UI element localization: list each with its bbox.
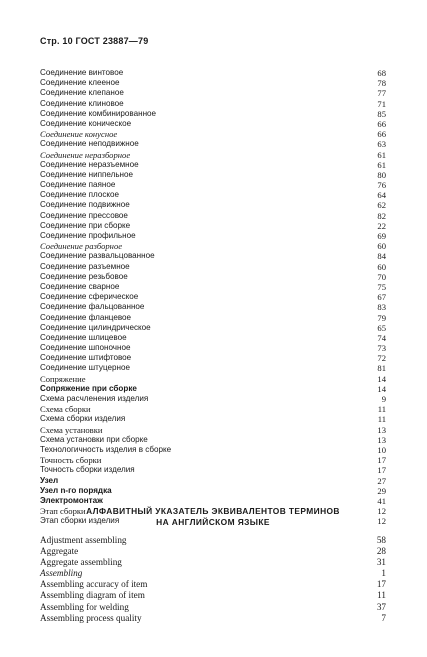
index-page-number: 80 xyxy=(377,169,386,180)
index-page-number: 69 xyxy=(377,231,386,241)
index-term: Соединение сферическое xyxy=(40,292,139,302)
index-entry xyxy=(40,455,386,465)
index-term: Соединение неразборное xyxy=(40,149,131,160)
index-term: Сопряжение xyxy=(40,373,86,384)
index-entry xyxy=(40,579,386,590)
index-term: Точность сборки изделия xyxy=(40,465,135,475)
index-page-number: 82 xyxy=(377,210,386,221)
index-page-number: 27 xyxy=(377,475,386,486)
index-page-number: 61 xyxy=(377,159,386,170)
index-page-number: 37 xyxy=(376,601,386,612)
index-term: Соединение неразъемное xyxy=(40,159,139,169)
index-term: Assembling accuracy of item xyxy=(40,579,148,590)
index-page-number: 78 xyxy=(377,78,386,89)
index-term: Технологичность изделия в сборке xyxy=(40,444,172,454)
index-term: Соединение шлицевое xyxy=(40,332,127,342)
index-term: Соединение конусное xyxy=(40,129,118,140)
index-page-number: 68 xyxy=(377,68,386,78)
index-page-number: 12 xyxy=(377,516,386,527)
index-term: Узел xyxy=(40,475,59,485)
index-term: Схема расчленения изделия xyxy=(40,394,149,403)
index-term: Соединение штифтовое xyxy=(40,353,132,363)
index-entry xyxy=(40,272,386,282)
index-page-number: 1 xyxy=(381,568,386,579)
index-page-number: 13 xyxy=(377,434,386,445)
index-entry xyxy=(40,292,386,302)
index-entry xyxy=(40,323,386,333)
index-term: Соединение сварное xyxy=(40,281,120,291)
index-page-number: 70 xyxy=(377,271,386,282)
index-term: Assembling for welding xyxy=(40,601,129,612)
index-page-number: 13 xyxy=(377,424,386,435)
index-entry xyxy=(40,99,386,109)
index-entry xyxy=(40,414,386,424)
index-entry xyxy=(40,425,386,435)
index-entry xyxy=(40,180,386,190)
index-entry xyxy=(40,343,386,353)
index-term: Соединение при сборке xyxy=(40,220,131,230)
index-entry xyxy=(40,435,386,445)
index-page-number: 14 xyxy=(377,373,386,384)
index-page-number: 11 xyxy=(377,414,386,425)
index-page-number: 85 xyxy=(377,108,386,119)
index-term: Соединение прессовое xyxy=(40,210,128,220)
index-term: Соединение плоское xyxy=(40,190,120,200)
index-term: Assembling process quality xyxy=(40,612,142,623)
index-page-number: 28 xyxy=(376,546,386,557)
index-term: Этап сборки изделия xyxy=(40,516,120,526)
index-term: Соединение клепаное xyxy=(40,88,124,98)
index-term: Точность сборки xyxy=(40,455,102,466)
index-entry xyxy=(40,129,386,139)
page-header: Стр. 10 ГОСТ 23887—79 xyxy=(40,36,149,46)
index-page-number: 11 xyxy=(377,590,386,601)
index-entry xyxy=(40,109,386,119)
index-page-number: 9 xyxy=(381,394,386,404)
index-term: Aggregate assembling xyxy=(40,557,122,568)
index-entry xyxy=(40,251,386,261)
index-term: Соединение резьбовое xyxy=(40,271,128,281)
section-title-line-1: АЛФАВИТНЫЙ УКАЗАТЕЛЬ ЭКВИВАЛЕНТОВ ТЕРМИНОВ xyxy=(86,506,340,516)
index-entry xyxy=(40,78,386,88)
index-page-number: 71 xyxy=(377,98,386,109)
index-term: Adjustment assembling xyxy=(40,535,127,545)
index-entry xyxy=(40,363,386,373)
index-term: Схема установки при сборке xyxy=(40,434,148,444)
index-entry xyxy=(40,496,386,506)
index-page-number: 65 xyxy=(377,322,386,333)
english-term-index xyxy=(40,535,386,624)
index-page-number: 72 xyxy=(377,353,386,364)
index-page-number: 66 xyxy=(377,118,386,129)
index-entry xyxy=(40,465,386,475)
index-term: Соединение профильное xyxy=(40,231,136,240)
index-entry xyxy=(40,139,386,149)
index-page-number: 17 xyxy=(376,579,386,590)
index-entry xyxy=(40,313,386,323)
russian-term-index xyxy=(40,68,386,526)
index-page-number: 61 xyxy=(377,149,386,160)
index-entry xyxy=(40,200,386,210)
index-page-number: 79 xyxy=(377,312,386,323)
index-entry xyxy=(40,211,386,221)
index-entry xyxy=(40,190,386,200)
index-entry xyxy=(40,333,386,343)
index-page-number: 64 xyxy=(377,190,386,201)
index-page-number: 81 xyxy=(377,363,386,374)
index-entry xyxy=(40,150,386,160)
index-page-number: 73 xyxy=(377,343,386,354)
index-entry xyxy=(40,221,386,231)
index-page-number: 22 xyxy=(377,220,386,231)
index-entry xyxy=(40,88,386,98)
index-page-number: 31 xyxy=(376,557,386,568)
section-title-line-2: НА АНГЛИЙСКОМ ЯЗЫКЕ xyxy=(156,517,270,527)
index-page-number: 67 xyxy=(377,292,386,303)
index-entry xyxy=(40,445,386,455)
index-term: Соединение винтовое xyxy=(40,68,124,77)
index-entry xyxy=(40,476,386,486)
index-page-number: 12 xyxy=(377,506,386,517)
index-entry xyxy=(40,613,386,624)
index-term: Соединение фланцевое xyxy=(40,312,132,322)
index-term: Assembling xyxy=(40,568,83,579)
index-page-number: 60 xyxy=(377,241,386,252)
index-term: Соединение ниппельное xyxy=(40,169,134,179)
index-entry xyxy=(40,568,386,579)
index-term: Соединение паяное xyxy=(40,180,116,190)
index-term: Соединение неподвижное xyxy=(40,139,139,149)
index-page-number: 17 xyxy=(377,465,386,476)
index-term: Схема установки xyxy=(40,424,103,435)
index-entry xyxy=(40,241,386,251)
index-page-number: 76 xyxy=(377,180,386,191)
index-entry xyxy=(40,404,386,414)
index-term: Соединение комбинированное xyxy=(40,108,157,118)
index-entry xyxy=(40,557,386,568)
index-entry xyxy=(40,394,386,404)
index-entry xyxy=(40,486,386,496)
index-entry xyxy=(40,302,386,312)
index-entry xyxy=(40,602,386,613)
index-term: Соединение разъемное xyxy=(40,261,130,271)
index-entry xyxy=(40,546,386,557)
index-term: Схема сборки xyxy=(40,404,91,415)
index-entry xyxy=(40,68,386,78)
index-term: Сопряжение при сборке xyxy=(40,383,137,393)
index-page-number: 10 xyxy=(377,444,386,455)
index-term: Соединение коническое xyxy=(40,118,132,128)
index-page-number: 7 xyxy=(381,612,386,623)
index-term: Схема сборки изделия xyxy=(40,414,126,424)
index-term: Соединение фальцованное xyxy=(40,302,145,312)
index-term: Aggregate xyxy=(40,546,79,557)
index-entry xyxy=(40,262,386,272)
index-entry xyxy=(40,535,386,546)
index-page-number: 77 xyxy=(377,88,386,99)
index-entry xyxy=(40,353,386,363)
index-term: Соединение развальцованное xyxy=(40,251,155,261)
index-entry xyxy=(40,590,386,601)
index-page-number: 14 xyxy=(377,383,386,394)
index-entry xyxy=(40,231,386,241)
index-page-number: 41 xyxy=(377,495,386,506)
index-page-number: 63 xyxy=(377,139,386,150)
index-page-number: 29 xyxy=(377,485,386,496)
index-page-number: 62 xyxy=(377,200,386,211)
index-page-number: 11 xyxy=(377,404,386,415)
index-entry xyxy=(40,384,386,394)
index-page-number: 66 xyxy=(377,129,386,140)
index-term: Соединение клиновое xyxy=(40,98,124,108)
index-page-number: 83 xyxy=(377,302,386,313)
index-term: Соединение цилиндрическое xyxy=(40,322,151,332)
index-term: Соединение подвижное xyxy=(40,200,130,210)
index-page-number: 74 xyxy=(377,332,386,343)
index-entry xyxy=(40,170,386,180)
index-term: Этап сборки xyxy=(40,506,86,517)
index-page-number: 60 xyxy=(377,261,386,272)
index-term: Соединение шпоночное xyxy=(40,343,131,353)
section-title xyxy=(40,506,386,528)
index-page-number: 58 xyxy=(376,535,386,545)
index-entry xyxy=(40,119,386,129)
index-term: Соединение разборное xyxy=(40,241,123,252)
index-term: Соединение клееное xyxy=(40,78,120,88)
index-page-number: 84 xyxy=(377,251,386,262)
index-entry xyxy=(40,374,386,384)
index-term: Соединение штуцерное xyxy=(40,363,130,373)
index-entry xyxy=(40,282,386,292)
index-page-number: 75 xyxy=(377,281,386,292)
index-term: Электромонтаж xyxy=(40,495,103,505)
index-term: Узел n-го порядка xyxy=(40,485,112,495)
index-entry xyxy=(40,160,386,170)
index-page-number: 17 xyxy=(377,455,386,466)
index-term: Assembling diagram of item xyxy=(40,590,145,601)
